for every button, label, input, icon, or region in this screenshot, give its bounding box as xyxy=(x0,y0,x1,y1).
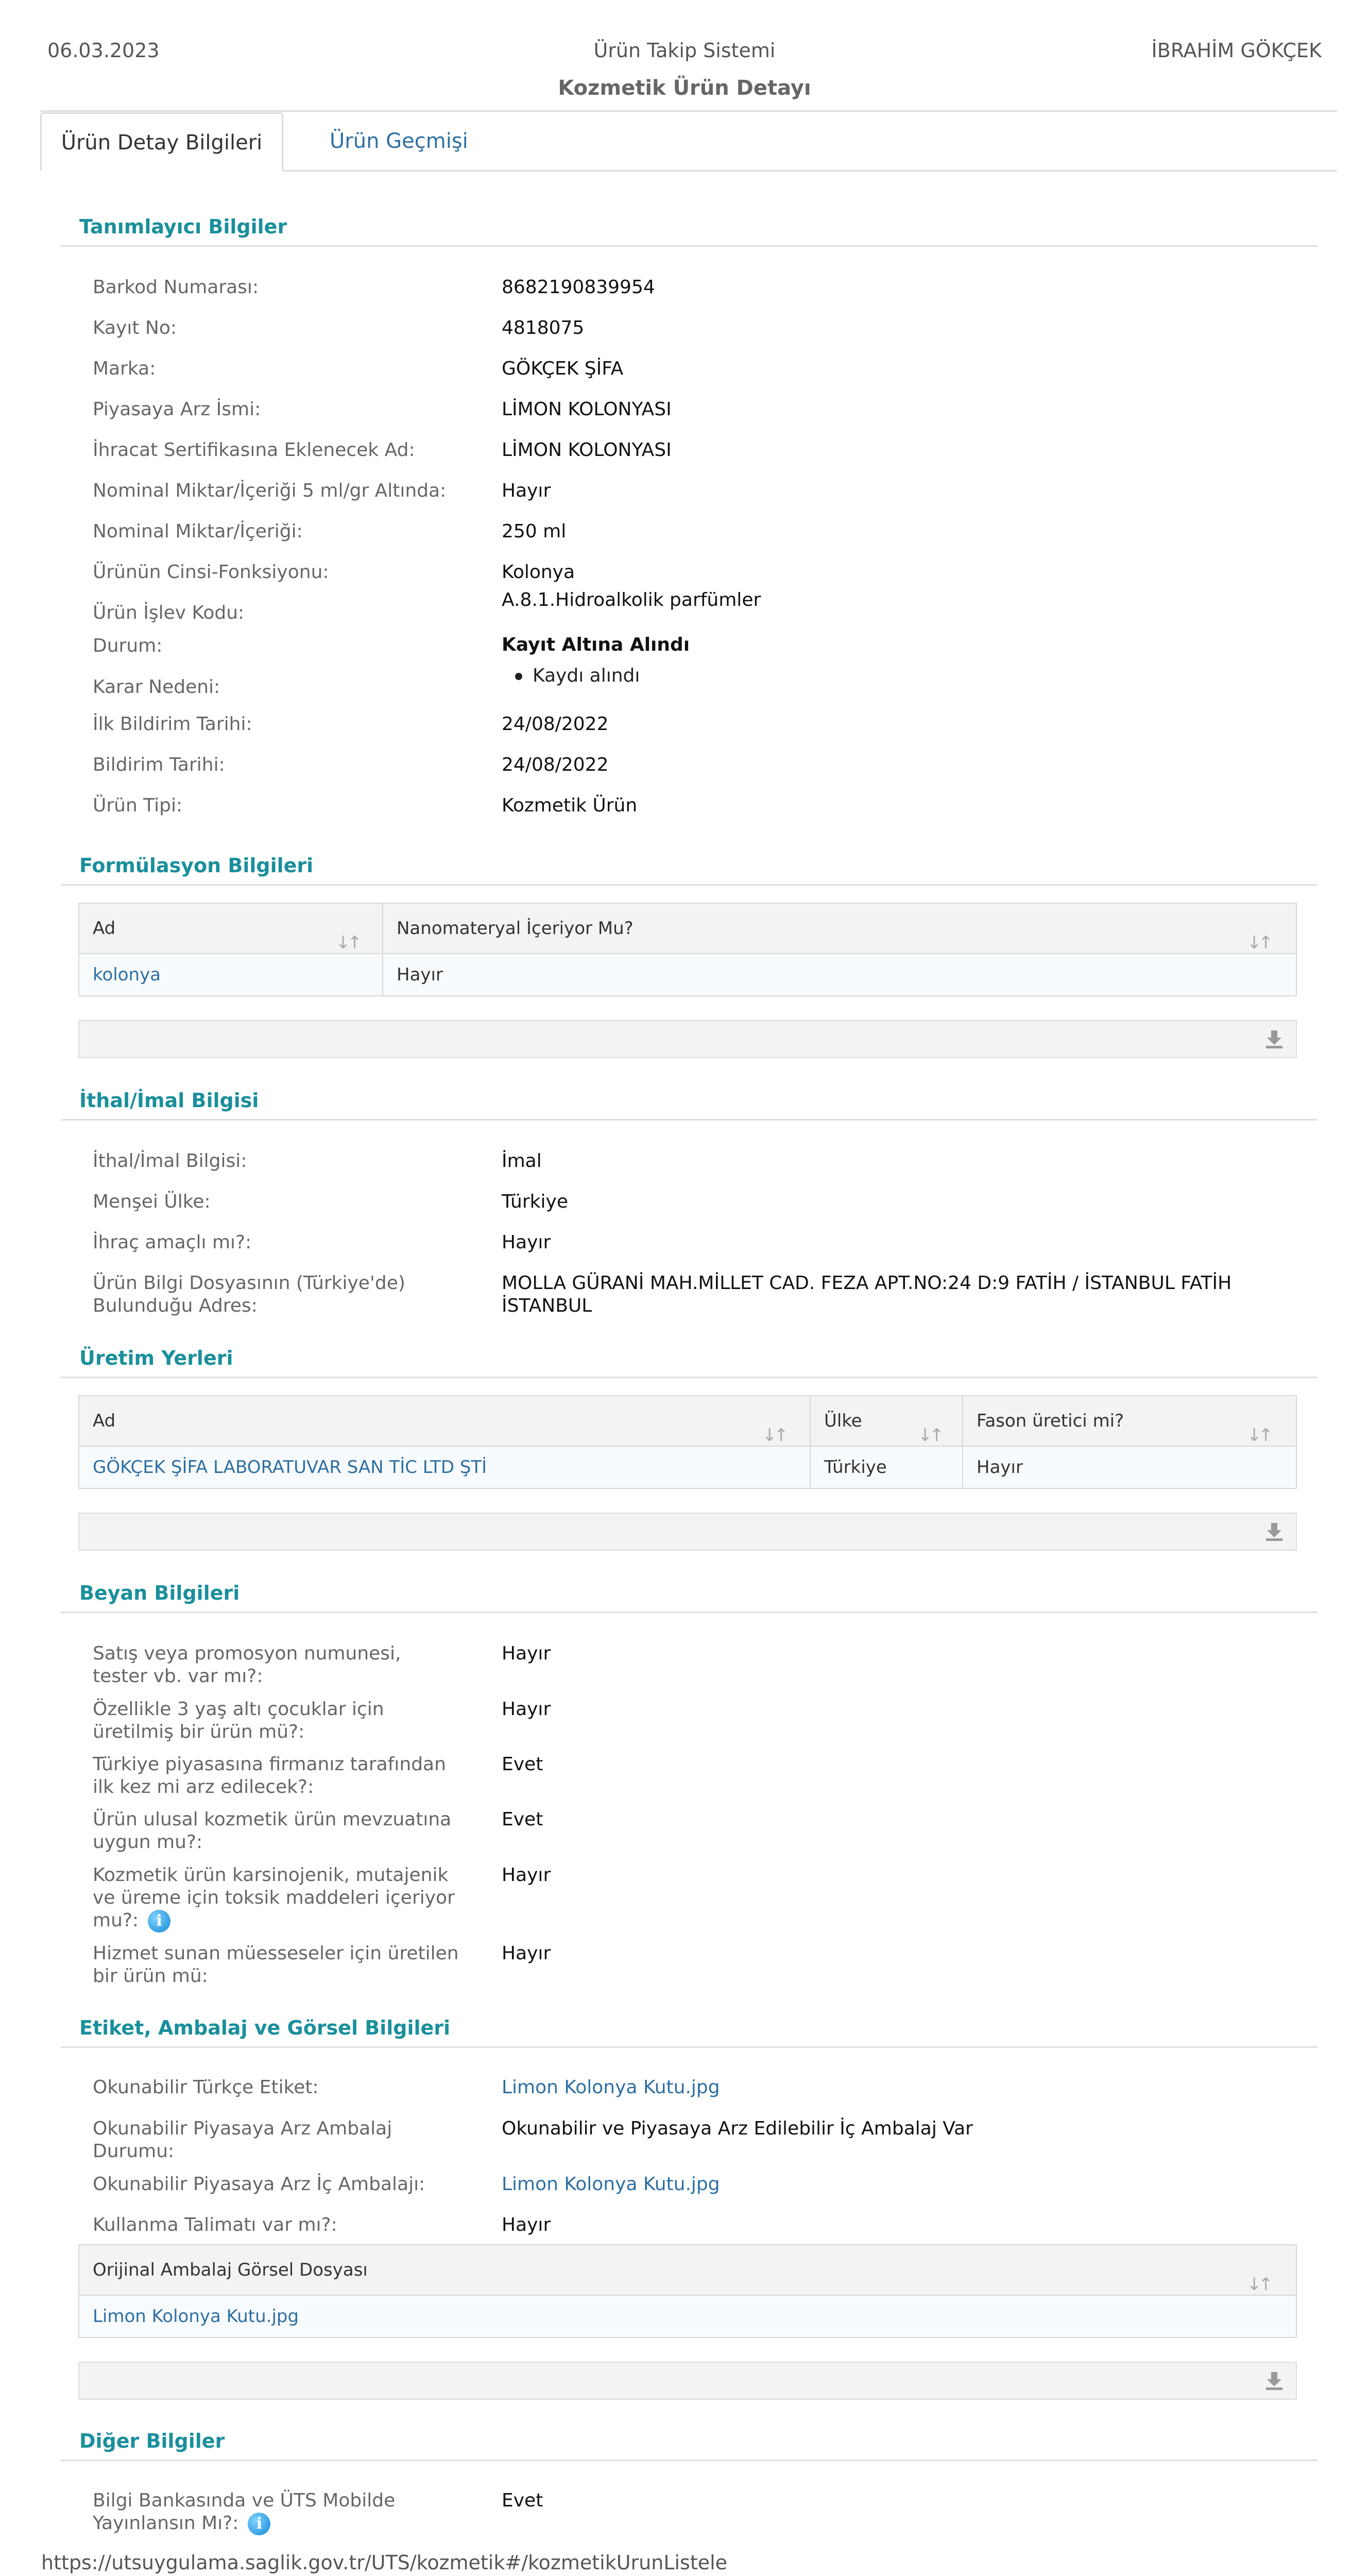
field-label: Menşei Ülke: xyxy=(93,1191,211,1212)
table-header xyxy=(79,2245,1296,2296)
section-title-identity: Tanımlayıcı Bilgiler xyxy=(79,215,287,238)
field-value-export-name: LİMON KOLONYASI xyxy=(502,439,672,461)
field-value-service-use: Hayır xyxy=(502,1943,551,1964)
section-divider xyxy=(61,884,1317,886)
production-table xyxy=(78,1395,1297,1489)
section-title-declaration: Beyan Bilgileri xyxy=(79,1582,240,1604)
section-divider xyxy=(61,1612,1317,1613)
section-divider xyxy=(61,245,1317,247)
download-icon[interactable] xyxy=(1264,1028,1285,1049)
table-row xyxy=(79,954,1296,995)
section-title-formulation: Formülasyon Bilgileri xyxy=(79,854,314,877)
info-icon[interactable]: i xyxy=(148,1910,170,1933)
page-url: https://utsuygulama.saglik.gov.tr/UTS/kozmetik#/kozmetikUrunListele xyxy=(41,2551,728,2574)
field-label: İhraç amaçlı mı?: xyxy=(93,1232,252,1253)
field-value-export-purpose: Hayır xyxy=(502,1232,551,1253)
field-label: Nominal Miktar/İçeriği 5 ml/gr Altında: xyxy=(93,480,447,501)
column-header-nanomaterial[interactable]: Nanomateryal İçeriyor Mu? ↓↑ xyxy=(383,904,1296,953)
ingredient-link[interactable]: kolonya xyxy=(79,954,383,995)
field-value-under-3: Hayır xyxy=(502,1699,551,1720)
field-value-origin-country: Türkiye xyxy=(502,1191,568,1212)
field-label: Kullanma Talimatı var mı?: xyxy=(93,2214,337,2235)
field-value-first-market: Evet xyxy=(502,1754,543,1775)
field-label: Ürün Bilgi Dosyasının (Türkiye'de) Bulunduğu Adres: xyxy=(93,1273,405,1316)
table-header xyxy=(79,1396,1296,1447)
section-divider xyxy=(61,2046,1317,2048)
manufacturer-country: Türkiye xyxy=(811,1447,963,1488)
field-label: Durum: xyxy=(93,635,163,656)
field-label: İthal/İmal Bilgisi: xyxy=(93,1150,247,1172)
sort-icon[interactable]: ↓↑ xyxy=(336,933,359,953)
section-divider xyxy=(61,1377,1317,1378)
field-value-under-5ml: Hayır xyxy=(502,480,551,501)
field-value-status: Kayıt Altına Alındı xyxy=(502,634,690,655)
section-title-production: Üretim Yerleri xyxy=(79,1347,233,1369)
sort-icon[interactable]: ↓↑ xyxy=(918,1425,941,1446)
field-value-registration-no: 4818075 xyxy=(502,317,585,338)
field-value-function-code: A.8.1.Hidroalkolik parfümler xyxy=(502,589,761,611)
field-label: Ürünün Cinsi-Fonksiyonu: xyxy=(93,562,329,583)
original-package-table xyxy=(78,2244,1297,2338)
table-footer xyxy=(78,1020,1297,1058)
field-label: Okunabilir Piyasaya Arz Ambalaj Durumu: xyxy=(93,2118,392,2162)
system-name: Ürün Takip Sistemi xyxy=(593,39,776,62)
field-label: Piyasaya Arz İsmi: xyxy=(93,399,261,420)
field-label: Ürün Tipi: xyxy=(93,795,183,816)
formulation-table xyxy=(78,903,1297,996)
field-label: İlk Bildirim Tarihi: xyxy=(93,714,252,735)
field-label: Okunabilir Piyasaya Arz İç Ambalajı: xyxy=(93,2174,425,2195)
field-label: Özellikle 3 yaş altı çocuklar için üretilmiş bir ürün mü?: xyxy=(93,1699,384,1742)
column-header-country[interactable]: Ülke ↓↑ xyxy=(811,1396,963,1446)
table-header xyxy=(79,904,1296,954)
print-date: 06.03.2023 xyxy=(47,39,160,62)
page-title: Kozmetik Ürün Detayı xyxy=(558,76,811,100)
manufacturer-contract: Hayır xyxy=(977,1457,1023,1478)
field-value-publish: Evet xyxy=(502,2490,543,2511)
field-value-product-type: Kozmetik Ürün xyxy=(502,795,638,816)
field-value-compliance: Evet xyxy=(502,1809,543,1830)
sort-icon[interactable]: ↓↑ xyxy=(762,1425,785,1446)
download-icon[interactable] xyxy=(1264,1521,1285,1541)
sort-icon[interactable]: ↓↑ xyxy=(1247,2274,1270,2295)
section-title-other: Diğer Bilgiler xyxy=(79,2430,225,2452)
column-header-name[interactable]: Ad ↓↑ xyxy=(79,1396,811,1446)
field-label: Kayıt No: xyxy=(93,317,177,338)
section-divider xyxy=(61,2460,1317,2461)
field-value-address: MOLLA GÜRANİ MAH.MİLLET CAD. FEZA APT.NO:24 D:9 FATİH / İSTANBUL FATİH İSTANBUL xyxy=(502,1273,1232,1316)
field-label: Karar Nedeni: xyxy=(93,676,220,698)
bullet xyxy=(515,673,522,680)
section-title-label: Etiket, Ambalaj ve Görsel Bilgileri xyxy=(79,2016,451,2039)
field-value-type-function: Kolonya xyxy=(502,562,575,583)
sort-icon[interactable]: ↓↑ xyxy=(1247,933,1270,953)
column-header-contract-manufacturer[interactable]: Fason üretici mi? ↓↑ xyxy=(963,1396,1296,1446)
package-image-link[interactable]: Limon Kolonya Kutu.jpg xyxy=(93,2306,299,2327)
field-label: Türkiye piyasasına firmanız tarafından ilk kez mi arz edilecek?: xyxy=(93,1754,446,1798)
tab-product-detail[interactable]: Ürün Detay Bilgileri xyxy=(40,112,283,172)
field-label: İhracat Sertifikasına Eklenecek Ad: xyxy=(93,439,415,461)
manufacturer-link[interactable]: GÖKÇEK ŞİFA LABORATUVAR SAN TİC LTD ŞTİ xyxy=(79,1447,811,1488)
field-label: Barkod Numarası: xyxy=(93,277,259,298)
field-value-notification-date: 24/08/2022 xyxy=(502,754,609,775)
table-row xyxy=(79,2296,1296,2337)
inner-package-file-link[interactable]: Limon Kolonya Kutu.jpg xyxy=(502,2174,720,2195)
field-label: Ürün ulusal kozmetik ürün mevzuatına uygun mu?: xyxy=(93,1809,452,1853)
info-icon[interactable]: i xyxy=(248,2513,270,2535)
field-label: Okunabilir Türkçe Etiket: xyxy=(93,2077,319,2098)
user-name: İBRAHİM GÖKÇEK xyxy=(1151,39,1322,62)
section-divider xyxy=(61,1119,1317,1121)
field-label: Marka: xyxy=(93,358,156,379)
field-value-nominal: 250 ml xyxy=(502,521,567,542)
table-footer xyxy=(78,2362,1297,2400)
tab-bar xyxy=(40,112,1337,172)
field-label: Kozmetik ürün karsinojenik, mutajenik ve üreme için toksik maddeleri içeriyor mu?: i xyxy=(93,1864,464,1933)
section-title-import: İthal/İmal Bilgisi xyxy=(79,1089,259,1112)
field-value-instructions: Hayır xyxy=(502,2214,551,2235)
table-row xyxy=(79,1447,1296,1488)
field-value-package-status: Okunabilir ve Piyasaya Arz Edilebilir İç Ambalaj Var xyxy=(502,2118,973,2139)
tab-product-history[interactable]: Ürün Geçmişi xyxy=(330,129,468,153)
download-icon[interactable] xyxy=(1264,2370,1285,2391)
field-label: Hizmet sunan müesseseler için üretilen bir ürün mü: xyxy=(93,1943,459,1987)
field-value-barcode: 8682190839954 xyxy=(502,277,655,298)
field-value-market-name: LİMON KOLONYASI xyxy=(502,399,672,420)
header-divider xyxy=(40,110,1337,112)
table-footer xyxy=(78,1513,1297,1551)
field-label: Bildirim Tarihi: xyxy=(93,754,225,775)
field-value-import-info: İmal xyxy=(502,1150,542,1172)
field-label: Satış veya promosyon numunesi, tester vb. var mı?: xyxy=(93,1643,401,1687)
field-value-decision-reason: Kaydı alındı xyxy=(533,665,640,686)
field-label: Ürün İşlev Kodu: xyxy=(93,602,245,623)
field-label: Bilgi Bankasında ve ÜTS Mobilde Yayınlansın Mı?: i xyxy=(93,2489,464,2535)
turkish-label-file-link[interactable]: Limon Kolonya Kutu.jpg xyxy=(502,2077,720,2098)
field-value-brand: GÖKÇEK ŞİFA xyxy=(502,358,624,379)
field-value-cmr: Hayır xyxy=(502,1865,551,1886)
sort-icon[interactable]: ↓↑ xyxy=(1247,1425,1270,1446)
field-value-sample: Hayır xyxy=(502,1643,551,1664)
column-header-package-image[interactable]: Orijinal Ambalaj Görsel Dosyası ↓↑ xyxy=(79,2245,1296,2295)
field-label: Nominal Miktar/İçeriği: xyxy=(93,521,303,542)
column-header-name[interactable]: Ad ↓↑ xyxy=(79,904,383,953)
field-value-first-notification-date: 24/08/2022 xyxy=(502,714,609,735)
nanomaterial-value: Hayır xyxy=(397,964,443,985)
